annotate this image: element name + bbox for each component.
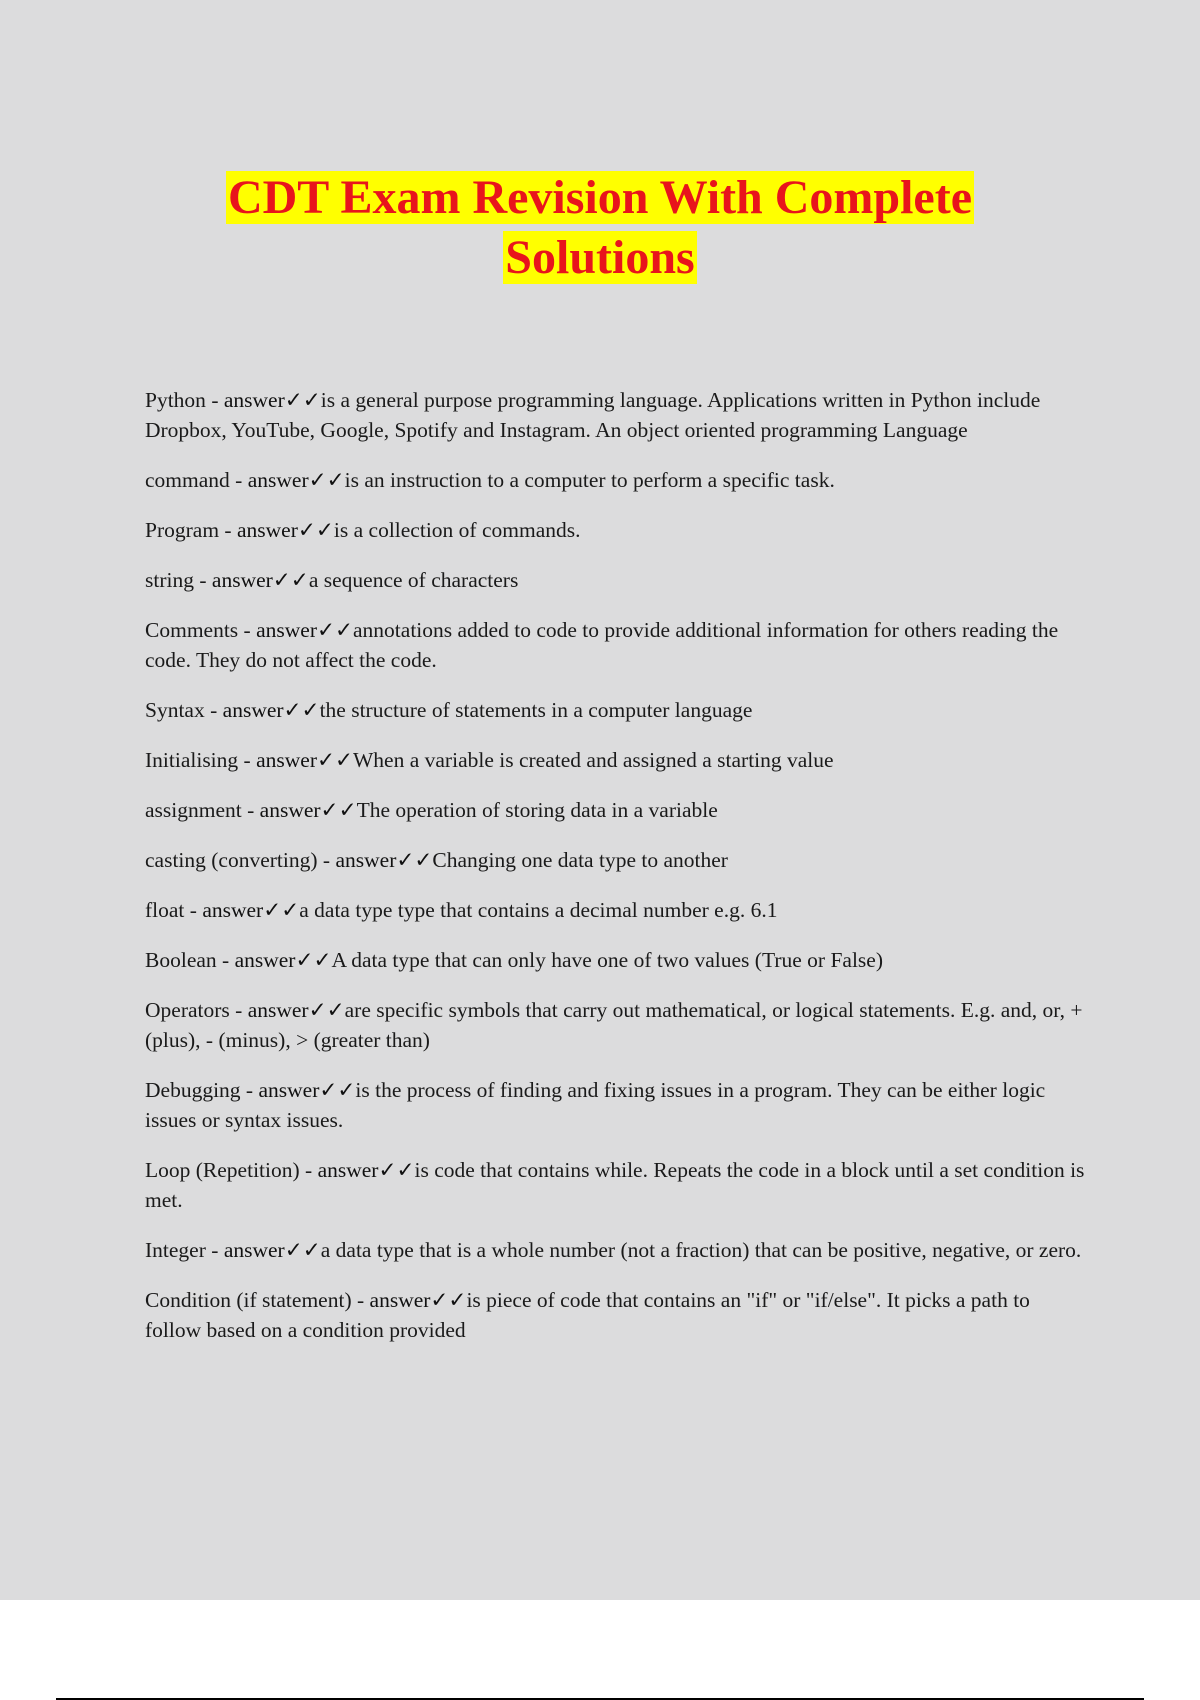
entry-definition: is code that contains while. Repeats the code in a block until a set condition is met. xyxy=(145,1158,1085,1212)
definition-entry: command - answer✓✓is an instruction to a computer to perform a specific task. xyxy=(145,468,835,492)
entry-definition: A data type that can only have one of two values (True or False) xyxy=(331,948,883,972)
answer-marker: answer✓✓ xyxy=(335,848,433,872)
answer-marker: answer✓✓ xyxy=(258,1078,356,1102)
definition-entry: Operators - answer✓✓are specific symbols that carry out mathematical, or logical statements. E.g. and, or, + (plus), - (minus), > (greater than) xyxy=(145,998,1083,1052)
answer-marker: answer✓✓ xyxy=(202,898,300,922)
entry-term: command xyxy=(145,468,230,492)
entry-term: string xyxy=(145,568,194,592)
answer-marker: answer✓✓ xyxy=(256,618,354,642)
entry-term: Program xyxy=(145,518,220,542)
answer-marker: answer✓✓ xyxy=(236,518,334,542)
entry-definition: are specific symbols that carry out mathematical, or logical statements. E.g. and, or, + (plus), - (minus), > (greater than) xyxy=(145,998,1083,1052)
answer-marker: answer✓✓ xyxy=(234,948,332,972)
entry-term: Syntax xyxy=(145,698,205,722)
definition-entry: Initialising - answer✓✓When a variable is created and assigned a starting value xyxy=(145,748,834,772)
definition-entry: Debugging - answer✓✓is the process of finding and fixing issues in a program. They can be either logic issues or syntax issues. xyxy=(145,1078,1046,1132)
entry-definition: a sequence of characters xyxy=(308,568,519,592)
answer-marker: answer✓✓ xyxy=(369,1288,467,1312)
definition-entry: Boolean - answer✓✓A data type that can only have one of two values (True or False) xyxy=(145,948,883,972)
entry-term: Initialising xyxy=(145,748,239,772)
document-title-line-2: Solutions xyxy=(505,231,695,284)
definition-entry: string - answer✓✓a sequence of characters xyxy=(145,568,519,592)
entry-term: Integer xyxy=(145,1238,206,1262)
entry-term: casting (converting) xyxy=(145,848,318,872)
entry-definition: annotations added to code to provide additional information for others reading the code. They do not affect the code. xyxy=(145,618,1059,672)
entry-definition: Changing one data type to another xyxy=(432,848,728,872)
entry-term: Python xyxy=(145,388,206,412)
entry-term: Boolean xyxy=(145,948,217,972)
entry-definition: The operation of storing data in a variable xyxy=(356,798,718,822)
definition-entry: Program - answer✓✓is a collection of commands. xyxy=(145,518,581,542)
definition-entry: assignment - answer✓✓The operation of storing data in a variable xyxy=(145,798,718,822)
entry-term: Loop (Repetition) xyxy=(145,1158,300,1182)
entry-definition: is a general purpose programming language. Applications written in Python include Dropbox, YouTube, Google, Spotify and Instagram. An object oriented programming Language xyxy=(145,388,1041,442)
document-title-line-1: CDT Exam Revision With Complete xyxy=(227,171,973,224)
entry-definition: a data type type that contains a decimal number e.g. 6.1 xyxy=(299,898,778,922)
answer-marker: answer✓✓ xyxy=(223,1238,321,1262)
answer-marker: answer✓✓ xyxy=(259,798,357,822)
entry-term: Condition (if statement) xyxy=(145,1288,352,1312)
entry-term: Debugging xyxy=(145,1078,241,1102)
definition-entry: Comments - answer✓✓annotations added to code to provide additional information for others reading the code. They do not affect the code. xyxy=(145,618,1059,672)
definition-entry: Python - answer✓✓is a general purpose programming language. Applications written in Python include Dropbox, YouTube, Google, Spotify and Instagram. An object oriented programming Language xyxy=(145,388,1041,442)
definition-entry: Integer - answer✓✓a data type that is a whole number (not a fraction) that can be positive, negative, or zero. xyxy=(145,1238,1082,1262)
entry-term: Comments xyxy=(145,618,239,642)
entry-definition: is piece of code that contains an "if" or "if/else". It picks a path to follow based on a condition provided xyxy=(145,1288,1030,1342)
answer-marker: answer✓✓ xyxy=(247,998,345,1022)
document-title xyxy=(0,168,1200,288)
entry-definition: the structure of statements in a computer language xyxy=(319,698,753,722)
entry-definition: is the process of finding and fixing issues in a program. They can be either logic issues or syntax issues. xyxy=(145,1078,1046,1132)
definition-entry: Loop (Repetition) - answer✓✓is code that contains while. Repeats the code in a block until a set condition is met. xyxy=(145,1158,1085,1212)
entry-definition: a data type that is a whole number (not a fraction) that can be positive, negative, or zero. xyxy=(320,1238,1082,1262)
answer-marker: answer✓✓ xyxy=(222,698,320,722)
definition-entry: float - answer✓✓a data type type that contains a decimal number e.g. 6.1 xyxy=(145,898,778,922)
entry-definition: is an instruction to a computer to perform a specific task. xyxy=(344,468,835,492)
entry-definition: When a variable is created and assigned a starting value xyxy=(353,748,834,772)
definition-entry: Condition (if statement) - answer✓✓is piece of code that contains an "if" or "if/else". It picks a path to follow based on a condition provided xyxy=(145,1288,1030,1342)
answer-marker: answer✓✓ xyxy=(211,568,309,592)
answer-marker: answer✓✓ xyxy=(247,468,345,492)
answer-marker: answer✓✓ xyxy=(256,748,354,772)
definition-list xyxy=(145,385,1085,1365)
definition-entry: casting (converting) - answer✓✓Changing one data type to another xyxy=(145,848,728,872)
definition-entry: Syntax - answer✓✓the structure of statements in a computer language xyxy=(145,698,753,722)
answer-marker: answer✓✓ xyxy=(223,388,321,412)
entry-term: float xyxy=(145,898,185,922)
entry-definition: is a collection of commands. xyxy=(333,518,581,542)
answer-marker: answer✓✓ xyxy=(317,1158,415,1182)
entry-term: assignment xyxy=(145,798,242,822)
entry-term: Operators xyxy=(145,998,230,1022)
